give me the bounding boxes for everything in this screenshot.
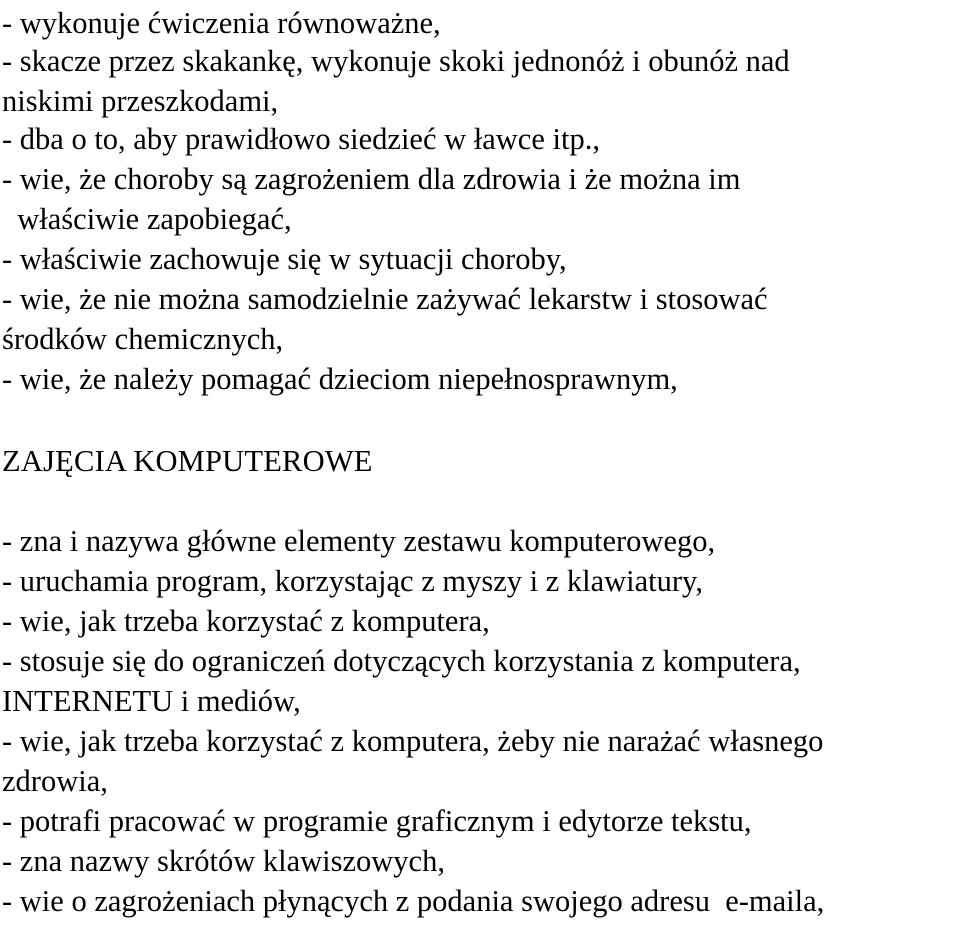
section-heading: ZAJĘCIA KOMPUTEROWE [2,444,373,478]
text-line-7: - właściwie zachowuje się w sytuacji choroby, [2,242,567,276]
text-line-2: - skacze przez skakankę, wykonuje skoki jednonóż i obunóż nad [2,44,790,78]
text-line-12: - uruchamia program, korzystając z myszy i z klawiatury, [2,564,703,598]
text-line-5: - wie, że choroby są zagrożeniem dla zdrowia i że można im [2,162,741,196]
text-line-17: zdrowia, [2,764,108,798]
text-line-15: INTERNETU i mediów, [2,684,301,718]
text-line-19: - zna nazwy skrótów klawiszowych, [2,844,445,878]
text-line-14: - stosuje się do ograniczeń dotyczących korzystania z komputera, [2,644,801,678]
text-line-11: - zna i nazywa główne elementy zestawu komputerowego, [2,524,716,558]
text-line-9: środków chemicznych, [2,322,284,356]
text-line-8: - wie, że nie można samodzielnie zażywać lekarstw i stosować [2,282,768,316]
text-line-16: - wie, jak trzeba korzystać z komputera, żeby nie narażać własnego [2,724,824,758]
text-line-6: właściwie zapobiegać, [2,202,292,236]
text-line-13: - wie, jak trzeba korzystać z komputera, [2,604,490,638]
text-line-18: - potrafi pracować w programie graficznym i edytorze tekstu, [2,804,752,838]
text-line-20: - wie o zagrożeniach płynących z podania swojego adresu e-maila, [2,884,825,918]
text-line-10: - wie, że należy pomagać dzieciom niepełnosprawnym, [2,362,678,396]
text-line-1: - wykonuje ćwiczenia równoważne, [2,6,441,40]
text-line-4: - dba o to, aby prawidłowo siedzieć w ławce itp., [2,122,600,156]
text-line-3: niskimi przeszkodami, [2,84,279,118]
